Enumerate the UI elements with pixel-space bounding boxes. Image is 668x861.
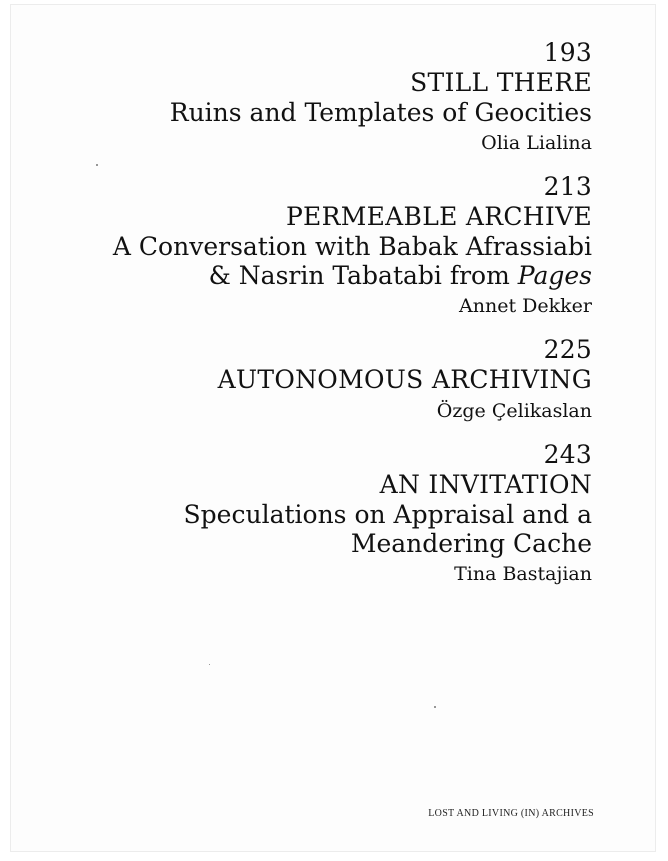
page-number: 243	[543, 440, 592, 469]
book-page	[10, 4, 656, 852]
toc-entry	[32, 335, 592, 426]
toc-entry	[32, 440, 592, 589]
chapter-author: Özge Çelikaslan	[436, 400, 592, 422]
page-number: 193	[543, 38, 592, 67]
chapter-author: Tina Bastajian	[454, 563, 592, 585]
table-of-contents	[32, 38, 592, 603]
chapter-subtitle: Ruins and Templates of Geocities	[169, 98, 592, 127]
chapter-author: Olia Lialina	[481, 132, 592, 154]
chapter-subtitle-italic: Pages	[517, 261, 592, 290]
toc-entry	[32, 38, 592, 158]
chapter-title: AUTONOMOUS ARCHIVING	[217, 365, 592, 394]
scan-speck	[434, 706, 436, 708]
chapter-subtitle-text: & Nasrin Tabatabi from	[208, 261, 518, 290]
chapter-subtitle: Speculations on Appraisal and a	[183, 500, 592, 529]
chapter-title: STILL THERE	[410, 68, 592, 97]
chapter-subtitle: Meandering Cache	[350, 529, 592, 558]
page-number: 213	[543, 172, 592, 201]
chapter-subtitle-line	[32, 261, 592, 290]
chapter-author: Annet Dekker	[459, 295, 592, 317]
running-footer: LOST AND LIVING (IN) ARCHIVES	[428, 808, 594, 819]
chapter-title: AN INVITATION	[379, 470, 592, 499]
page-number: 225	[543, 335, 592, 364]
chapter-title: PERMEABLE ARCHIVE	[285, 202, 592, 231]
scan-speck	[209, 664, 210, 665]
toc-entry	[32, 172, 592, 321]
chapter-subtitle: A Conversation with Babak Afrassiabi	[112, 232, 592, 261]
